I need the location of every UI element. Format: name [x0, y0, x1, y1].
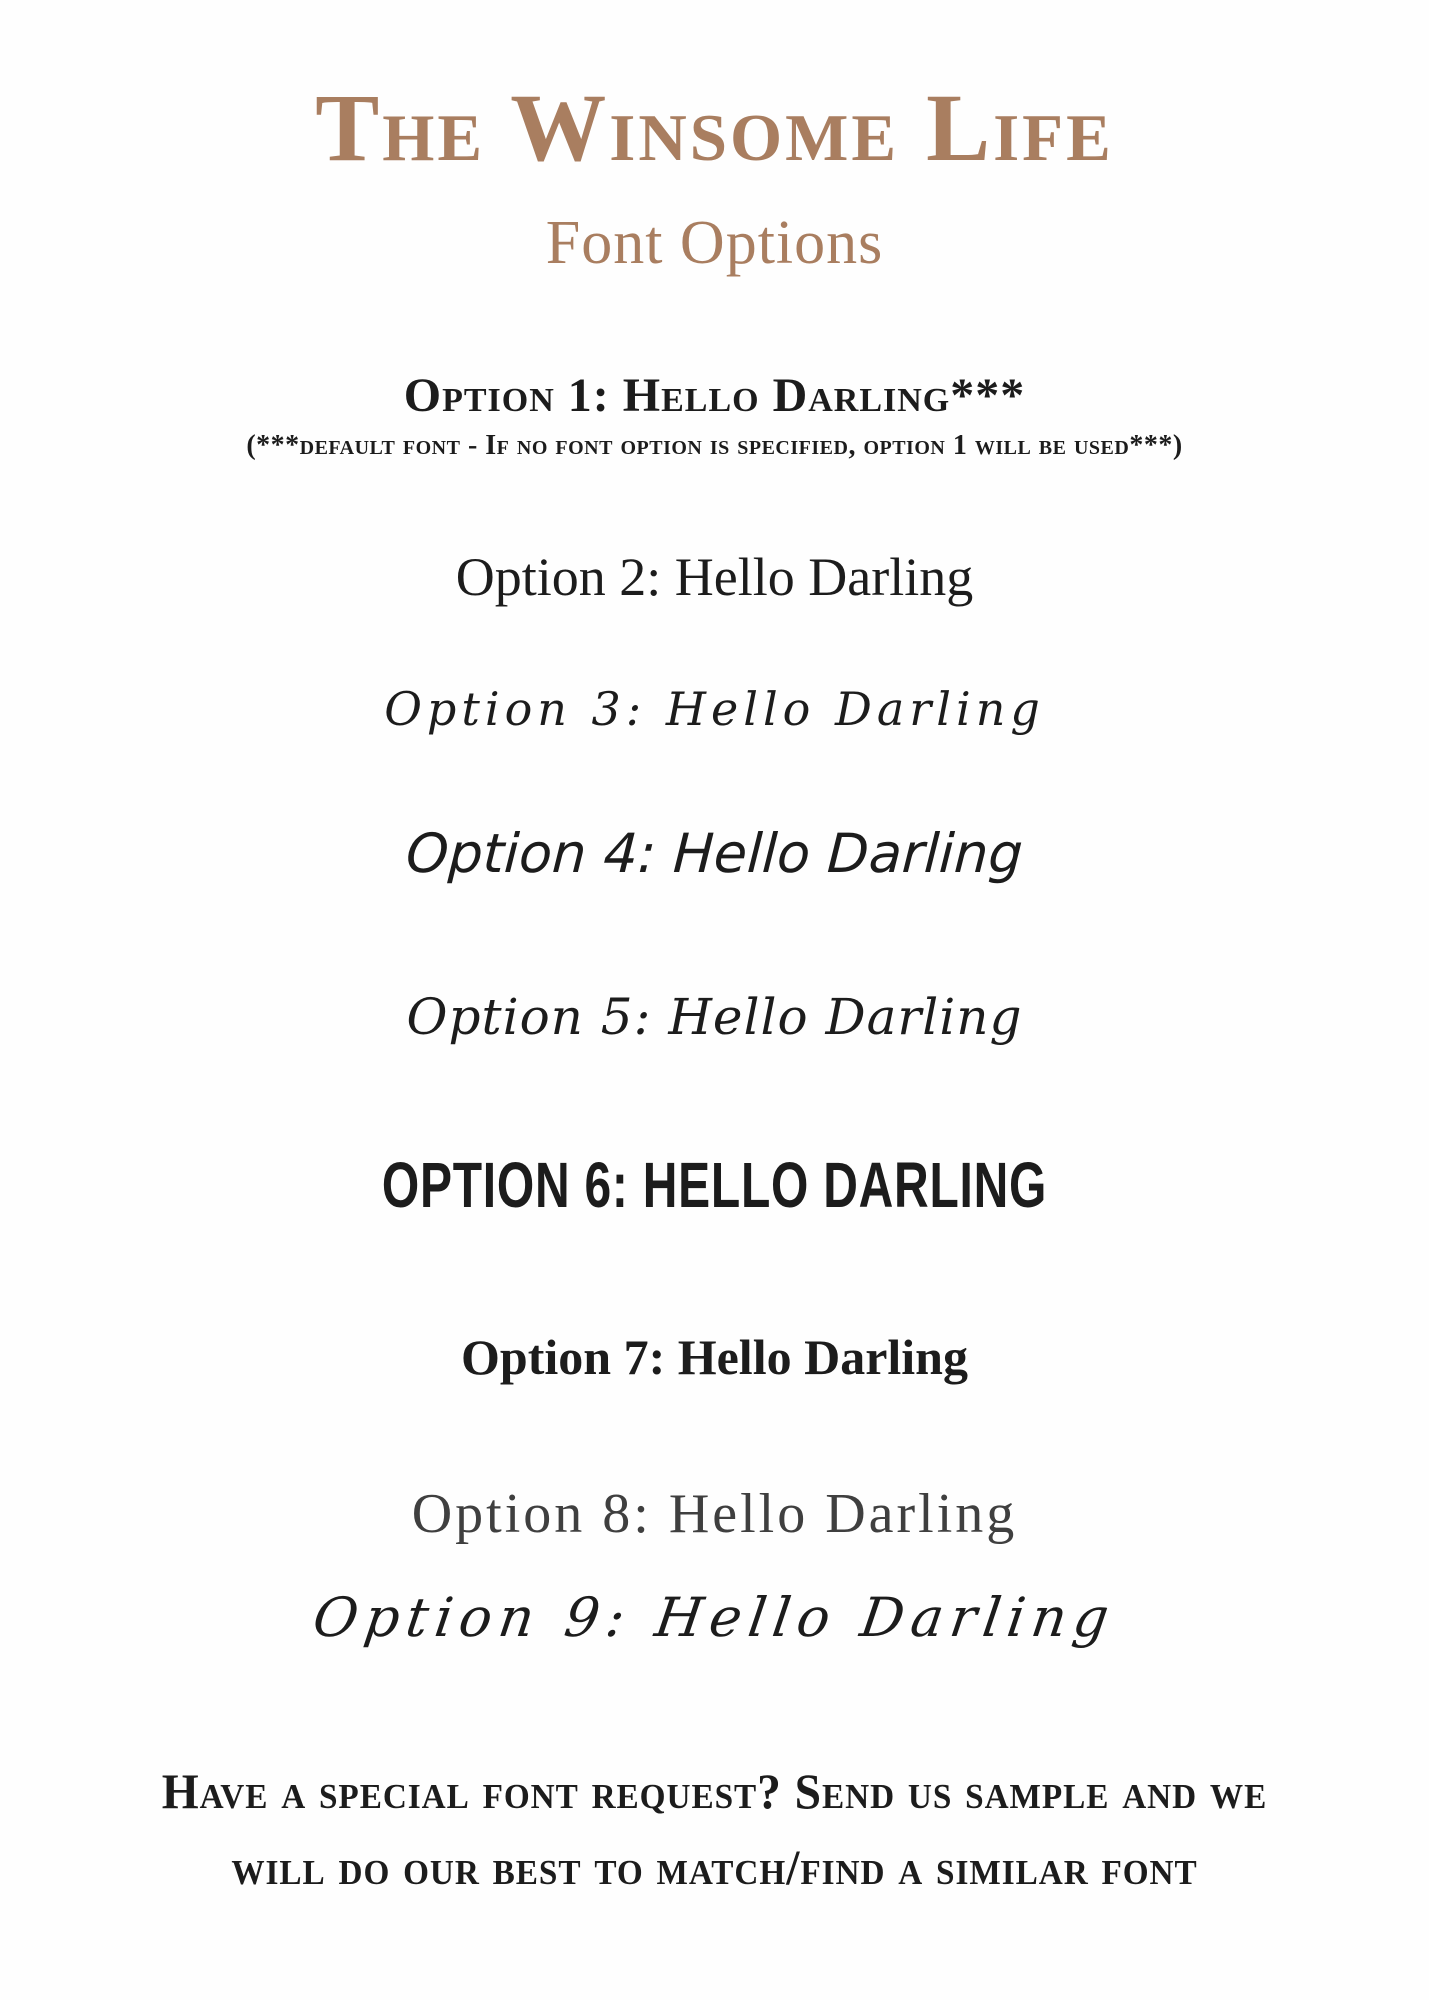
font-option-6-sample: OPTION 6: HELLO DARLING — [381, 1149, 1048, 1221]
brand-title: The Winsome Life — [315, 74, 1114, 181]
footer-request-line-1: Have a special font request? Send us sample and we — [161, 1763, 1268, 1819]
default-font-note: (***default font - If no font option is specified, option 1 will be used***) — [246, 430, 1183, 461]
footer-request-line-2: will do our best to match/find a similar font — [231, 1839, 1198, 1895]
font-option-1-sample: Option 1: Hello Darling*** — [403, 369, 1026, 422]
font-option-9-sample: Option 9: Hello Darling — [309, 1586, 1120, 1649]
font-option-8-sample: Option 8: Hello Darling — [411, 1483, 1018, 1545]
font-option-5-sample: Option 5: Hello Darling — [406, 988, 1023, 1046]
font-option-3-sample: Option 3: Hello Darling — [384, 682, 1045, 736]
page-subtitle: Font Options — [545, 209, 884, 277]
font-option-4-sample: Option 4: Hello Darling — [404, 822, 1025, 885]
font-option-2-sample: Option 2: Hello Darling — [455, 547, 974, 607]
font-option-7-sample: Option 7: Hello Darling — [461, 1329, 968, 1385]
